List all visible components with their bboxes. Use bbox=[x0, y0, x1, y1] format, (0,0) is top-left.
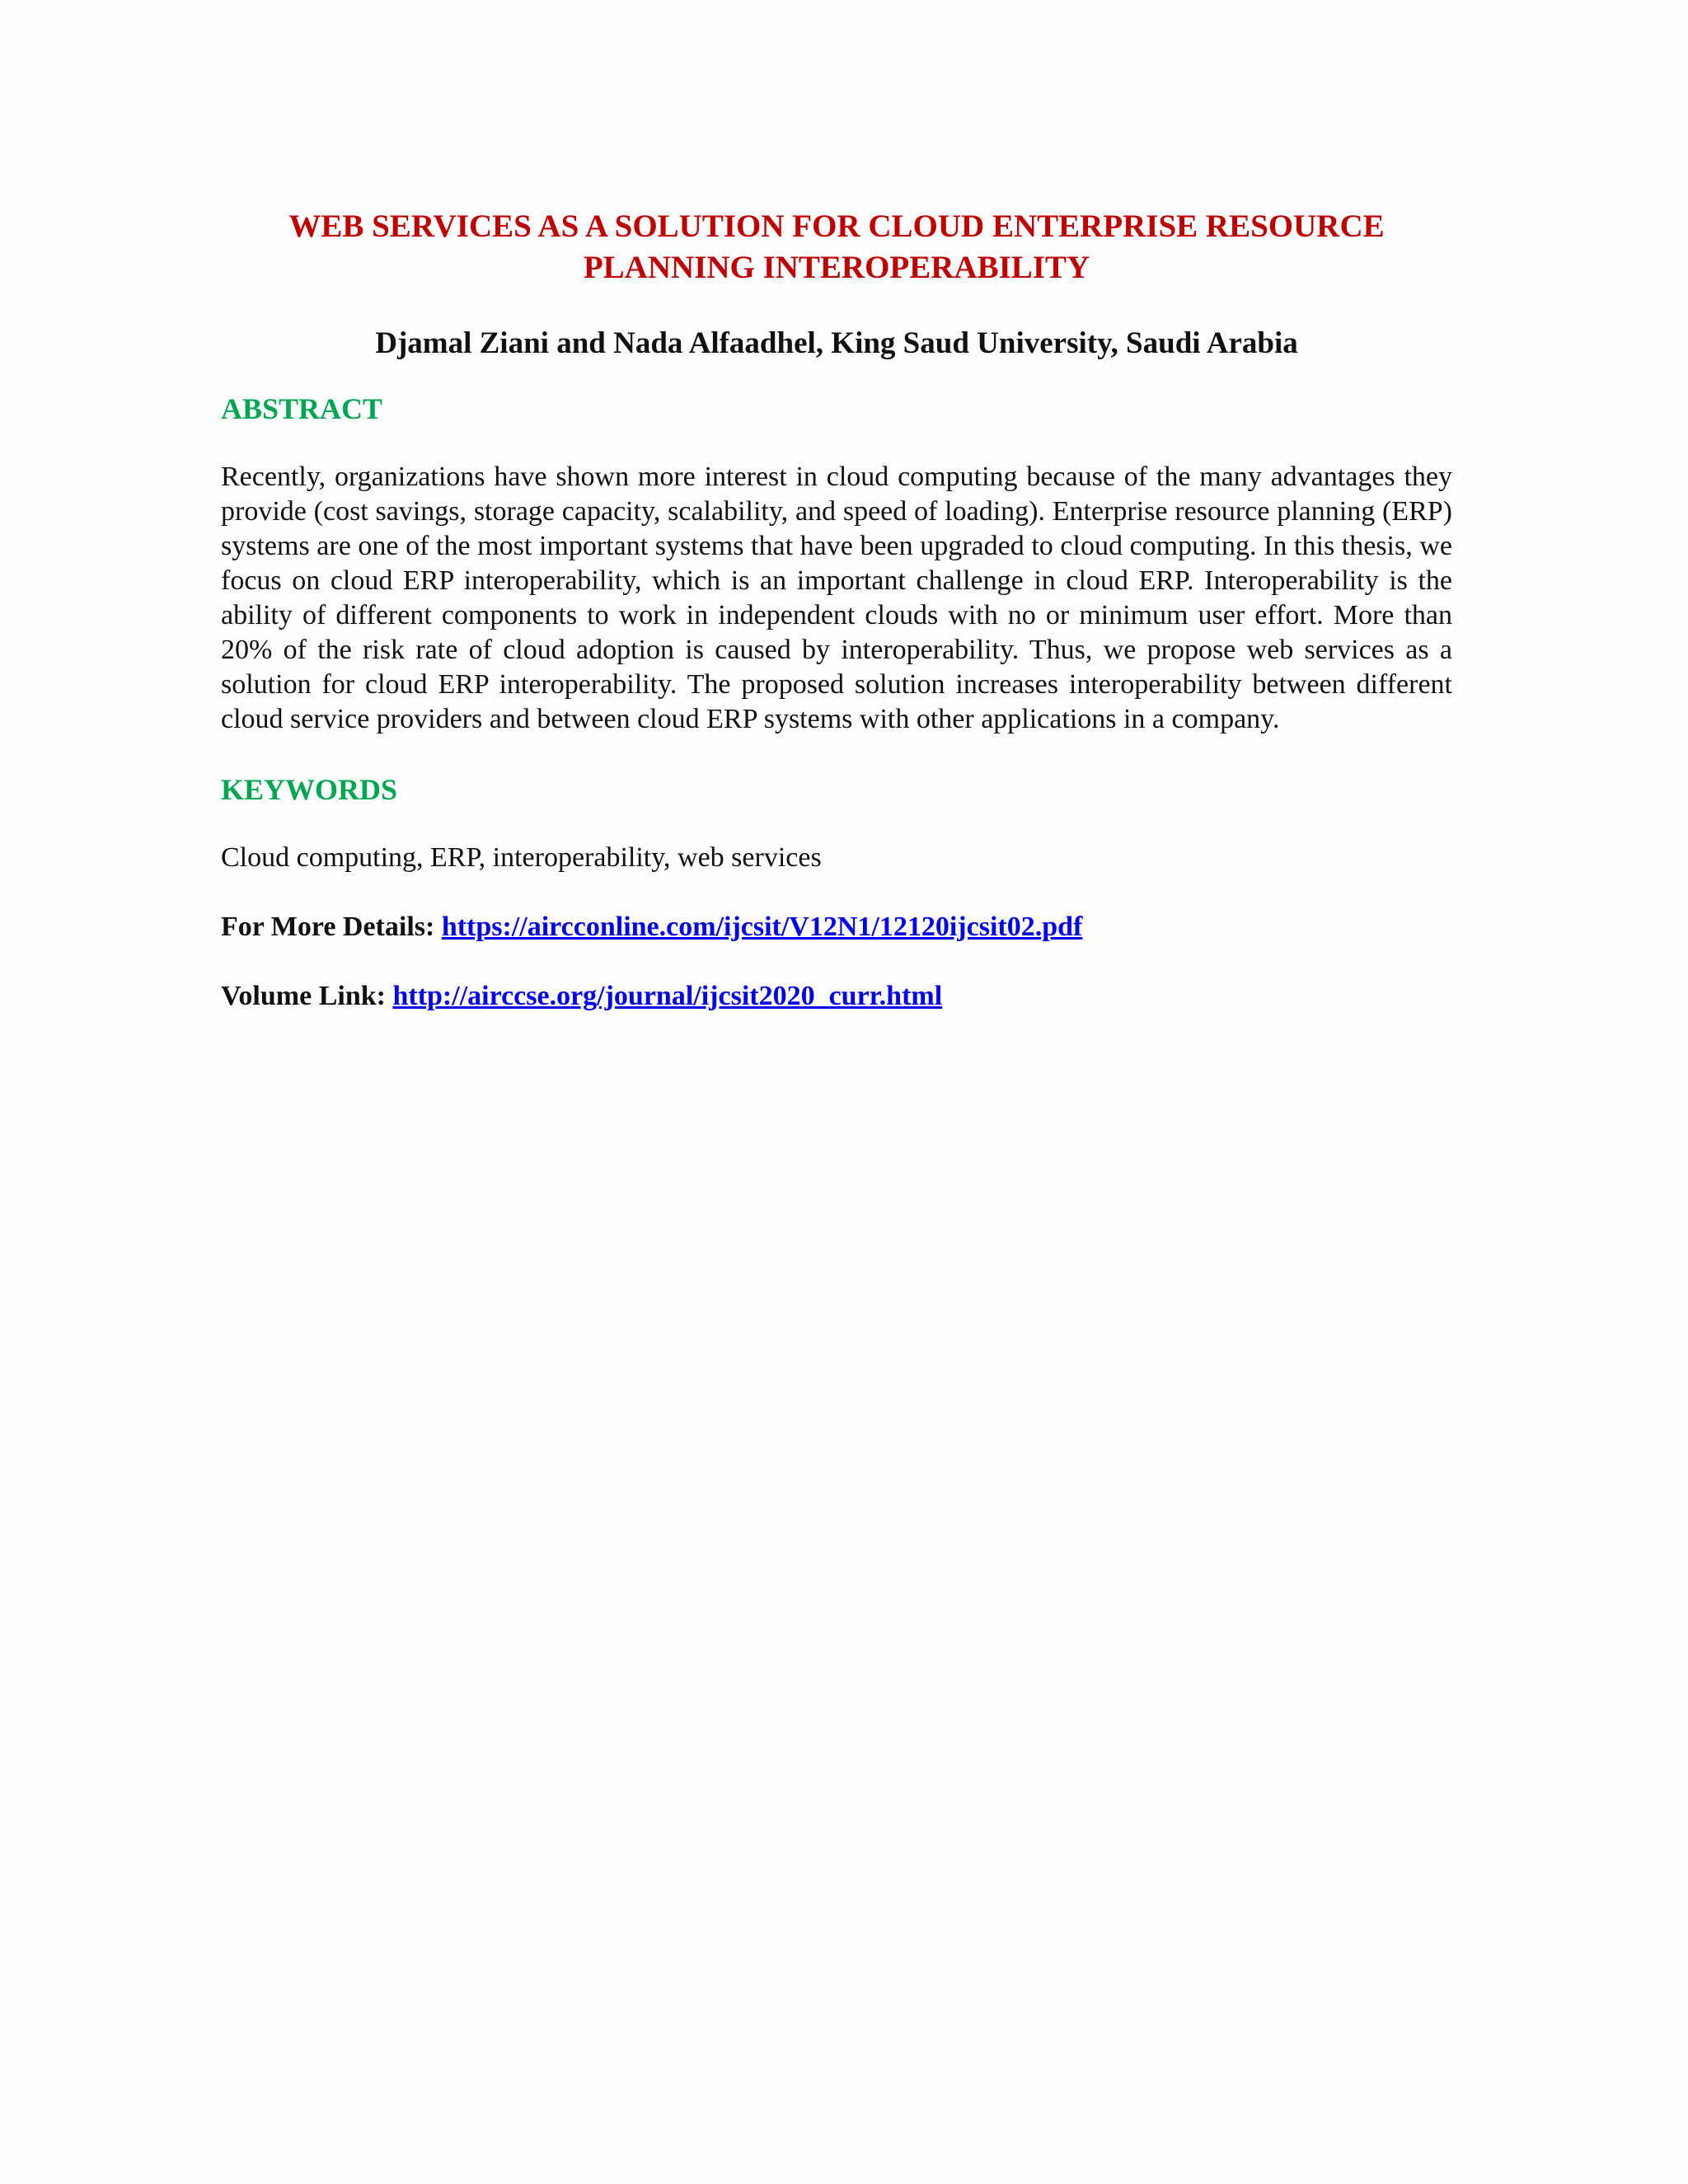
details-link[interactable]: https://aircconline.com/ijcsit/V12N1/12120ijcsit02.pdf bbox=[441, 912, 1083, 942]
paper-authors: Djamal Ziani and Nada Alfaadhel, King Saud University, Saudi Arabia bbox=[375, 326, 1298, 360]
paper-title-line-2: PLANNING INTEROPERABILITY bbox=[583, 250, 1090, 285]
abstract-text: Recently, organizations have shown more interest in cloud computing because of the many advantages they provide (cost savings, storage capacity, scalability, and speed of loading). Enterprise resource planning (ERP) systems are one of the most important systems that have been upgraded to cloud computing. In this thesis, we focus on cloud ERP interoperability, which is an important challenge in cloud ERP. Interoperability is the ability of different components to work in independent clouds with no or minimum user effort. More than 20% of the risk rate of cloud adoption is caused by interoperability. Thus, we propose web services as a solution for cloud ERP interoperability. The proposed solution increases interoperability between different cloud service providers and between cloud ERP systems with other applications in a company. bbox=[221, 462, 1452, 734]
paper-title-line-1: WEB SERVICES AS A SOLUTION FOR CLOUD ENTERPRISE RESOURCE bbox=[288, 209, 1385, 244]
abstract-heading: ABSTRACT bbox=[221, 392, 383, 425]
keywords-heading: KEYWORDS bbox=[221, 773, 398, 806]
details-label: For More Details: bbox=[221, 912, 435, 942]
volume-label: Volume Link: bbox=[221, 981, 386, 1011]
volume-line bbox=[221, 979, 1452, 1014]
volume-link[interactable]: http://airccse.org/journal/ijcsit2020_curr.html bbox=[392, 981, 943, 1011]
paper-title bbox=[221, 206, 1452, 288]
details-line bbox=[221, 910, 1452, 944]
paper-page bbox=[221, 206, 1452, 1014]
keywords-text: Cloud computing, ERP, interoperability, web services bbox=[221, 842, 822, 873]
